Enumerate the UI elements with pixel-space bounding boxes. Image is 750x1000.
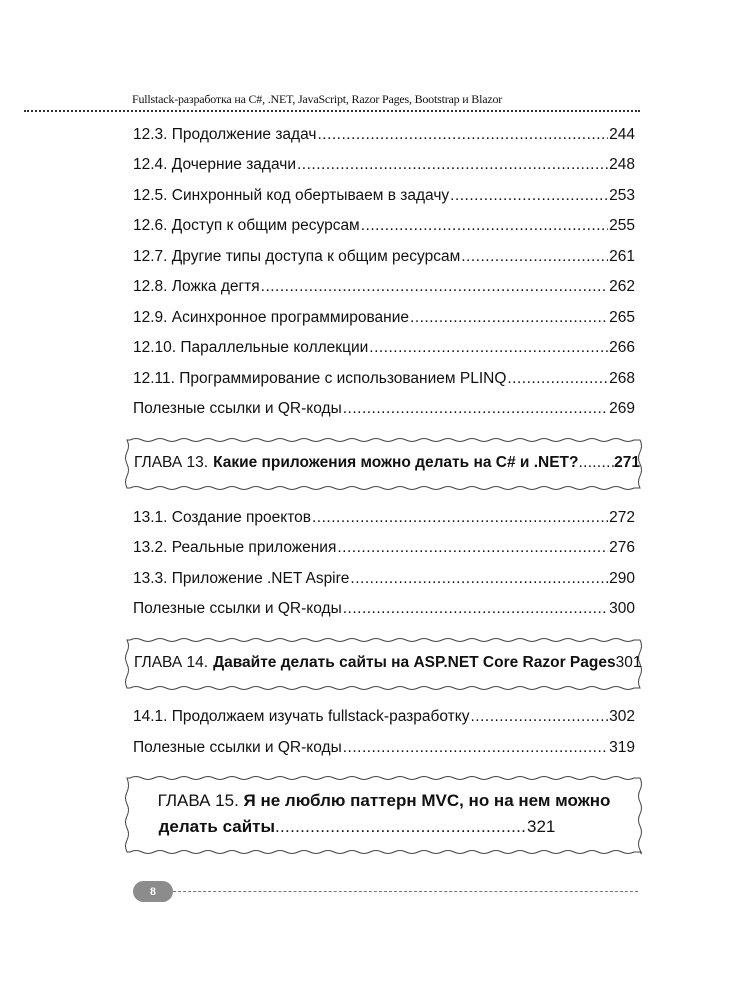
toc-entry-page: 272 — [609, 509, 635, 526]
toc-entry-page: 262 — [609, 278, 635, 295]
toc-entry[interactable] — [133, 126, 635, 146]
toc-entry-page: 300 — [609, 600, 635, 617]
toc-entry-page: 265 — [609, 309, 635, 326]
dot-leader — [312, 509, 608, 527]
toc-entry-label: 12.7. Другие типы доступа к общим ресурсам — [133, 248, 461, 265]
toc-entry-page: 261 — [609, 248, 635, 265]
toc-entry[interactable] — [133, 187, 635, 207]
toc-entry-label: 13.1. Создание проектов — [133, 509, 311, 526]
chapter-title-line2: делать сайты — [158, 817, 276, 836]
toc-entry-label: 12.4. Дочерние задачи — [133, 156, 296, 173]
toc-entry-label: 12.10. Параллельные коллекции — [133, 339, 369, 356]
chapter-title: Какие приложения можно делать на C# и .NET? — [213, 454, 579, 471]
toc-entry-page: 266 — [609, 339, 635, 356]
dot-leader — [350, 570, 608, 588]
dot-leader — [410, 309, 608, 327]
dot-leader — [261, 278, 608, 296]
dot-leader — [361, 217, 608, 235]
chapter-number: ГЛАВА 15. — [157, 791, 239, 810]
toc-entry-label: 13.3. Приложение .NET Aspire — [133, 570, 350, 587]
toc-entry-label: 12.8. Ложка дегтя — [133, 278, 260, 295]
toc-entry[interactable] — [133, 600, 635, 620]
toc-entry[interactable] — [133, 570, 635, 590]
dot-leader — [317, 126, 608, 144]
dot-leader — [337, 539, 608, 557]
toc-entry-page: 302 — [609, 708, 635, 725]
chapter-13-box[interactable] — [122, 436, 646, 492]
toc-entry[interactable] — [133, 370, 635, 390]
toc-entry-page: 244 — [609, 126, 635, 143]
running-header: Fullstack-разработка на C#, .NET, JavaScript, Razor Pages, Bootstrap и Blazor — [132, 92, 503, 106]
toc-entry-page: 290 — [609, 570, 635, 587]
chapter-title: Давайте делать сайты на ASP.NET Core Razor Pages — [213, 654, 616, 671]
chapter-page: 271 — [614, 454, 640, 471]
toc-entry-page: 268 — [609, 370, 635, 387]
dot-leader — [369, 339, 608, 357]
toc-entry-page: 269 — [609, 400, 635, 417]
toc-entry-label: 13.2. Реальные приложения — [133, 539, 337, 556]
toc-entry-page: 253 — [609, 187, 635, 204]
toc-entry-label: 12.3. Продолжение задач — [133, 126, 317, 143]
chapter-15-box[interactable] — [122, 774, 646, 856]
dot-leader — [461, 248, 608, 266]
toc-entry[interactable] — [133, 156, 635, 176]
chapter-number: ГЛАВА 14. — [134, 654, 209, 671]
toc-entry[interactable] — [133, 278, 635, 298]
chapter-page: 301 — [615, 654, 642, 671]
toc-entry-label: 12.5. Синхронный код обертываем в задачу — [133, 187, 450, 204]
toc-entry-page: 319 — [609, 739, 635, 756]
dot-leader — [343, 739, 608, 757]
toc-entry[interactable] — [133, 309, 635, 329]
toc-entry[interactable] — [133, 739, 635, 759]
dot-leader — [275, 814, 527, 840]
chapter-page: 321 — [527, 817, 556, 836]
toc-entry-page: 255 — [609, 217, 635, 234]
chapter-number: ГЛАВА 13. — [134, 454, 209, 471]
dot-leader — [343, 400, 608, 418]
header-divider — [24, 110, 640, 112]
footer-divider — [168, 891, 638, 892]
toc-entry-label: 12.11. Программирование с использованием PLINQ — [133, 370, 507, 387]
chapter-14-box[interactable] — [122, 636, 646, 692]
toc-entry[interactable] — [133, 708, 635, 728]
page-number-badge: 8 — [133, 881, 173, 902]
dot-leader — [343, 600, 608, 618]
toc-entry-label: Полезные ссылки и QR-коды — [133, 739, 342, 756]
toc-entry[interactable] — [133, 400, 635, 420]
dot-leader — [450, 187, 608, 205]
chapter-title-line1: Я не люблю паттерн MVC, но на нем можно — [243, 791, 611, 810]
toc-entry-page: 248 — [609, 156, 635, 173]
dot-leader — [297, 156, 608, 174]
dot-leader — [507, 370, 608, 388]
toc-entry[interactable] — [133, 248, 635, 268]
toc-entry[interactable] — [133, 339, 635, 359]
dot-leader — [470, 708, 608, 726]
dot-leader — [578, 454, 614, 472]
toc-entry[interactable] — [133, 217, 635, 237]
toc-entry-label: Полезные ссылки и QR-коды — [133, 600, 342, 617]
toc-entry-label: 12.9. Асинхронное программирование — [133, 309, 410, 326]
toc-entry[interactable] — [133, 539, 635, 559]
toc-entry-label: Полезные ссылки и QR-коды — [133, 400, 342, 417]
toc-entry-label: 14.1. Продолжаем изучать fullstack-разработку — [133, 708, 470, 725]
toc-entry-page: 276 — [609, 539, 635, 556]
toc-entry[interactable] — [133, 509, 635, 529]
toc-entry-label: 12.6. Доступ к общим ресурсам — [133, 217, 360, 234]
